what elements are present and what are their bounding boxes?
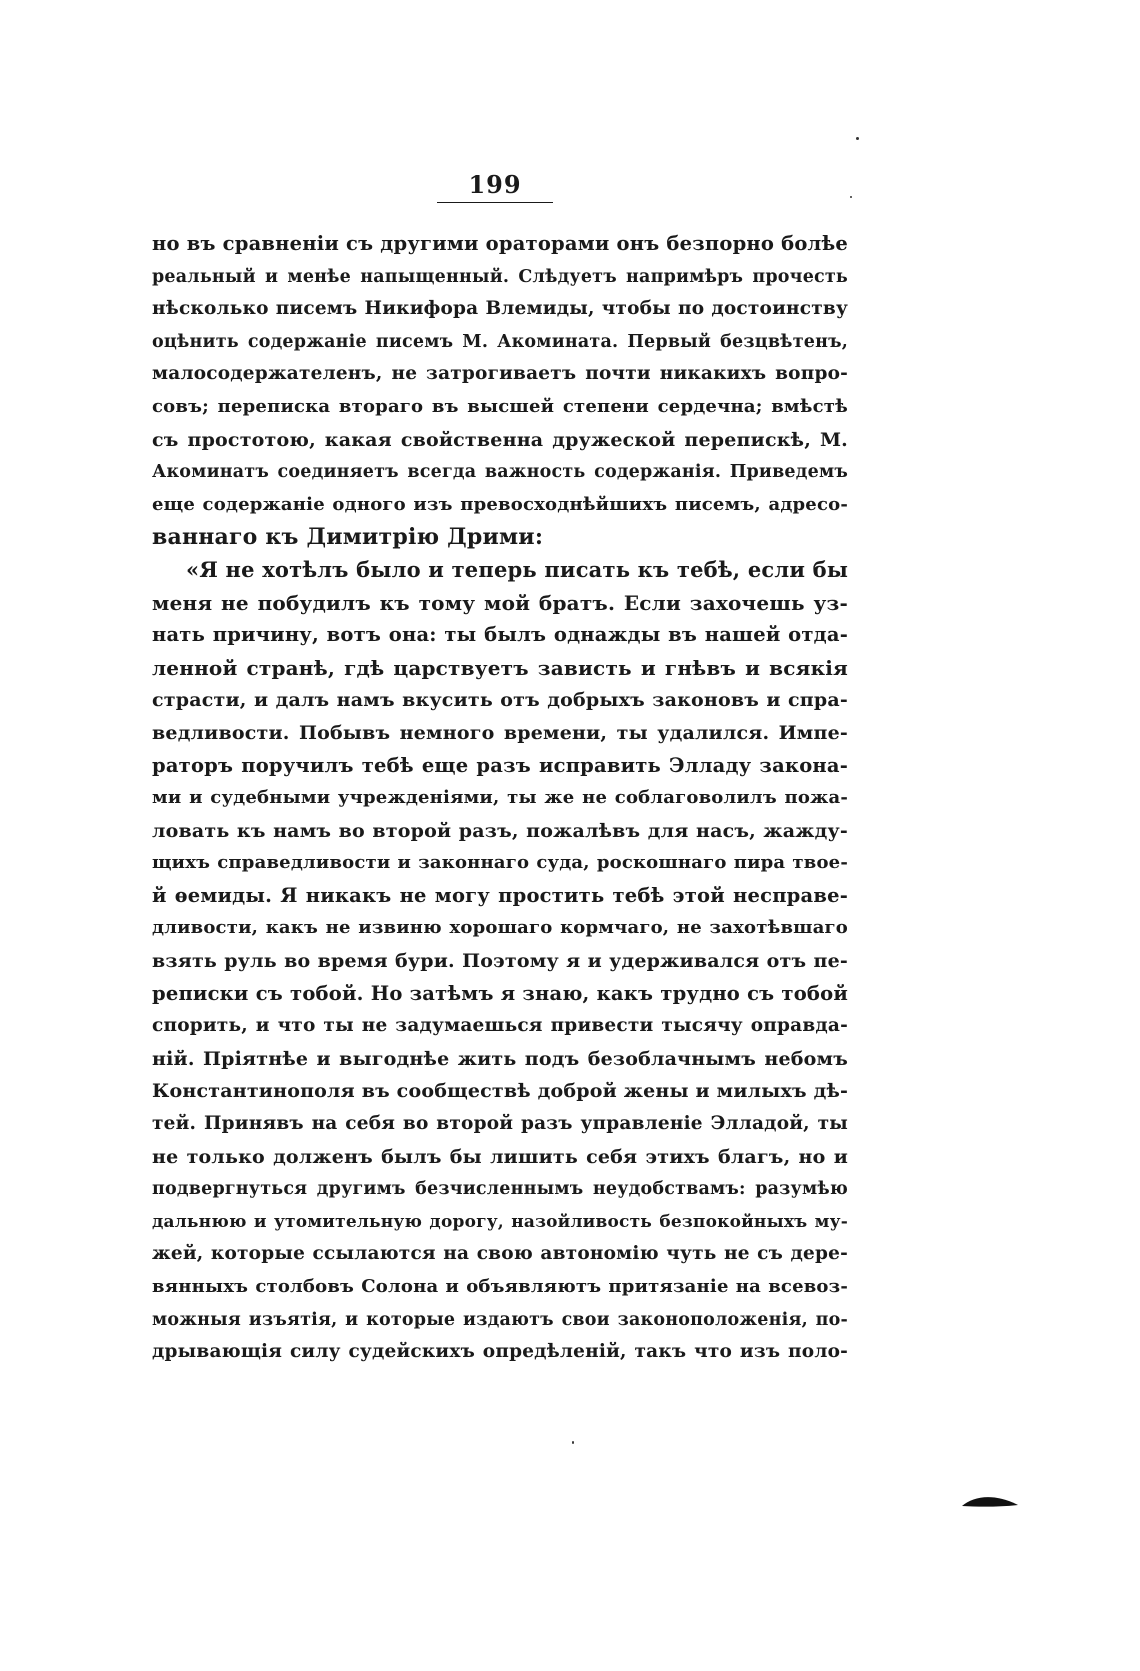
text-line: ваннаго къ Димитрію Дрими: [152,524,544,551]
text-line: ленной странѣ, гдѣ царствуетъ зависть и гнѣвъ и всякія [152,655,848,680]
text-line: раторъ поручилъ тебѣ еще разъ исправить Элладу закона- [152,753,848,777]
text-line: «Я не хотѣлъ было и теперь писать къ тебѣ, если бы [186,556,849,582]
page-number-rule [437,202,553,203]
body-text [152,228,848,1369]
text-line: вянныхъ столбовъ Солона и объявляютъ притязаніе на всевоз- [152,1276,848,1297]
page-number: 199 [468,170,522,199]
text-line: ловать къ намъ во второй разъ, пожалѣвъ для насъ, жажду- [152,819,848,842]
text-line: реписки съ тобой. Но затѣмъ я знаю, какъ трудно съ тобой [152,981,848,1005]
text-line: оцѣнить содержаніе писемъ М. Акомината. Первый безцвѣтенъ, [152,331,848,352]
text-line: но въ сравненіи съ другими ораторами онъ безпорно болѣе [152,232,848,255]
text-line: дливости, какъ не извиню хорошаго кормчаго, не захотѣвшаго [152,917,848,939]
ink-blot [960,1494,1020,1508]
text-line: съ простотою, какая свойственна дружеской перепискѣ, М. [152,428,848,451]
text-line: еще содержаніе одного изъ превосходнѣйшихъ писемъ, адресо- [152,493,848,515]
text-line: страсти, и далъ намъ вкусить отъ добрыхъ законовъ и спра- [152,689,848,712]
text-line: дальнюю и утомительную дорогу, назойливость безпокойныхъ му- [152,1211,848,1232]
text-line: й ѳемиды. Я никакъ не могу простить тебѣ этой несправе- [152,883,848,907]
text-line: меня не побудилъ къ тому мой братъ. Если захочешь уз- [152,590,848,615]
text-line: взять руль во время бури. Поэтому я и удерживался отъ пе- [152,950,848,973]
text-line: дрывающія силу судейскихъ опредѣленій, такъ что изъ поло- [152,1341,848,1363]
text-line: можныя изъятія, и которые издаютъ свои законоположенія, по- [152,1309,848,1330]
text-line: Акоминатъ соединяетъ всегда важность содержанія. Приведемъ [152,462,848,483]
scan-speck [850,196,852,198]
text-line: Константинополя въ сообществѣ доброй жены и милыхъ дѣ- [152,1080,849,1103]
text-line: щихъ справедливости и законнаго суда, роскошнаго пира твое- [152,852,848,874]
text-line: малосодержателенъ, не затрогиваетъ почти никакихъ вопро- [152,363,848,385]
text-line: жей, которые ссылаются на свою автономію чуть не съ дере- [152,1243,848,1265]
text-line: нѣсколько писемъ Никифора Влемиды, чтобы по достоинству [152,298,848,320]
text-line: совъ; переписка втораго въ высшей степени сердечна; вмѣстѣ [152,395,848,417]
text-line: ній. Пріятнѣе и выгоднѣе жить подъ безоблачнымъ небомъ [152,1047,848,1070]
text-line: не только долженъ былъ бы лишить себя этихъ благъ, но и [152,1145,848,1168]
text-line: тей. Принявъ на себя во второй разъ управленіе Элладой, ты [152,1113,848,1135]
text-line: ми и судебными учрежденіями, ты же не соблаговолилъ пожа- [152,787,848,809]
scan-speck [856,137,859,140]
scan-speck [572,1441,574,1444]
text-line: спорить, и что ты не задумаешься привести тысячу оправда- [152,1015,848,1037]
text-line: ведливости. Побывъ немного времени, ты удалился. Импе- [152,721,848,744]
text-line: подвергнуться другимъ безчисленнымъ неудобствамъ: разумѣю [152,1179,848,1200]
text-line: реальный и менѣе напыщенный. Слѣдуетъ напримѣръ прочесть [152,266,848,287]
text-line: нать причину, вотъ она: ты былъ однажды въ нашей отда- [152,623,848,647]
